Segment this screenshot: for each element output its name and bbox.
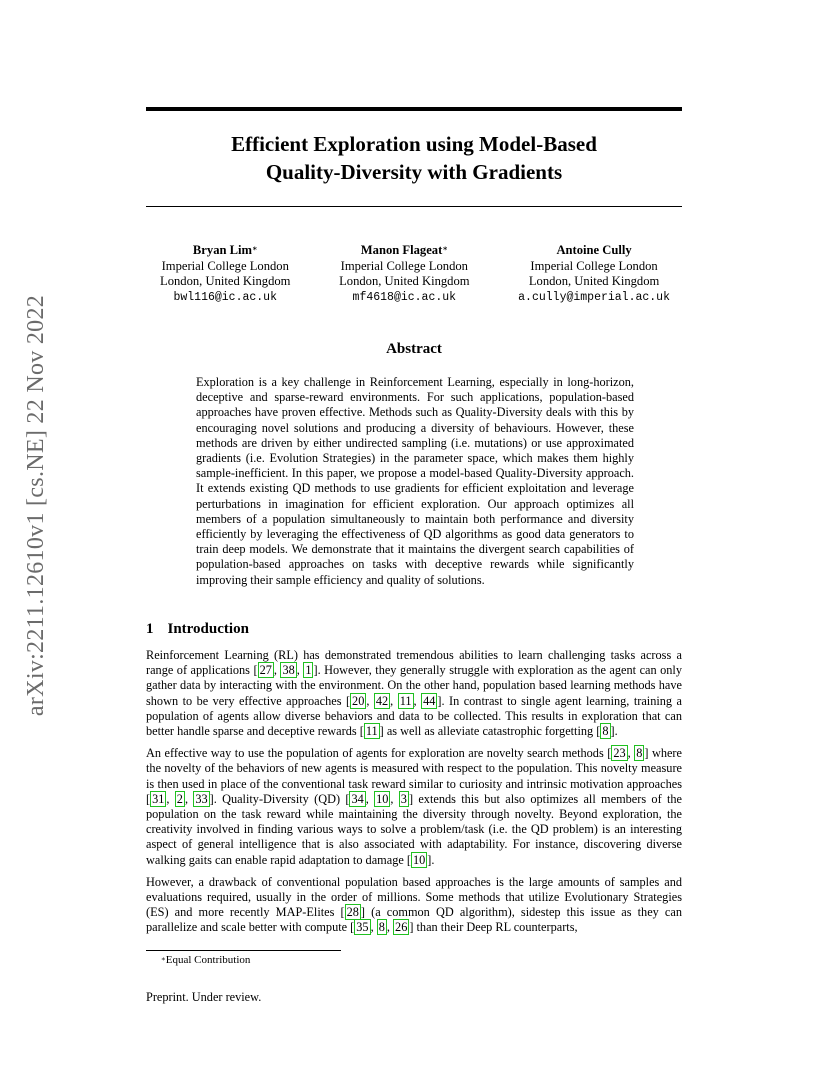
citation-link[interactable]: 8 bbox=[602, 724, 609, 739]
abstract-heading: Abstract bbox=[386, 341, 442, 357]
citation-link[interactable]: 31 bbox=[152, 791, 165, 806]
author-location: London, United Kingdom bbox=[339, 274, 470, 288]
author-email[interactable]: bwl116@ic.ac.uk bbox=[173, 290, 277, 304]
footnote bbox=[161, 953, 250, 967]
author-block bbox=[160, 243, 670, 305]
title-line-2: Quality-Diversity with Gradients bbox=[265, 160, 563, 184]
citation-link[interactable]: 8 bbox=[378, 920, 385, 935]
citation-link[interactable]: 8 bbox=[636, 746, 643, 761]
title-rule-bottom bbox=[146, 206, 682, 207]
footnote-text: Equal Contribution bbox=[165, 954, 251, 966]
citation-link[interactable]: 26 bbox=[395, 920, 408, 935]
citation-link[interactable]: 10 bbox=[376, 791, 389, 806]
author-email[interactable]: mf4618@ic.ac.uk bbox=[352, 290, 457, 304]
arxiv-identifier: arXiv:2211.12610v1 [cs.NE] 22 Nov 2022 bbox=[23, 294, 50, 716]
author-affiliation: Imperial College London bbox=[161, 258, 289, 273]
section-heading-introduction bbox=[146, 621, 249, 638]
author-affiliation: Imperial College London bbox=[530, 258, 658, 273]
citation-link[interactable]: 28 bbox=[346, 905, 359, 920]
footnote-rule bbox=[146, 950, 341, 951]
citation-link[interactable]: 23 bbox=[613, 746, 626, 761]
author-name: Manon Flageat bbox=[360, 243, 443, 257]
equal-contribution-mark: ∗ bbox=[442, 244, 448, 253]
author-location: London, United Kingdom bbox=[528, 274, 660, 288]
footnote-mark: ∗ bbox=[161, 955, 166, 963]
author-name: Bryan Lim bbox=[192, 243, 253, 257]
paragraph: However, a drawback of conventional population based approaches is the large amounts of samples and evaluations required, usually in the order of millions. Some methods that utilize Evolutionary Strategies (ES) and more recently MAP-Elites [ 28 ] (a common QD algorithm), sidestep this issue as they can parallelize and scale better with compute [ 35 , 8 , 26 ] than their Deep RL counterparts, bbox=[146, 874, 682, 935]
paper-title bbox=[146, 130, 682, 186]
title-line-1: Efficient Exploration using Model-Based bbox=[231, 132, 597, 156]
author-affiliation: Imperial College London bbox=[340, 258, 468, 273]
citation-link[interactable]: 35 bbox=[356, 920, 369, 935]
citation-link[interactable]: 27 bbox=[259, 663, 272, 678]
citation-link[interactable]: 44 bbox=[423, 693, 436, 708]
citation-link[interactable]: 2 bbox=[176, 791, 183, 806]
title-rule-top bbox=[146, 107, 682, 111]
citation-link[interactable]: 42 bbox=[375, 693, 389, 708]
arxiv-side-stamp bbox=[20, 270, 54, 740]
paragraph: An effective way to use the population of agents for exploration are novelty search methods [ 23 , 8 ] where the novelty of the behaviors of new agents is measured with respect to the population. This novelty measure is then used in place of the conventional task reward similar to curiosity and intrinsic motivation approaches [ 31 , 2 , 33 ]. Quality-Diversity (QD) [ 34 , 10 , 3 ] extends this but also optimizes all members of the population on the task reward while maintaining the diversity through novelty. Beyond exploration, the creativity involved in finding various ways to solve a problem/task (i.e. the QD problem) is an interesting aspect of general intelligence that is also associated with adaptability. For instance, discovering diverse walking gaits can enable rapid adaptation to damage [ 10 ]. bbox=[146, 746, 682, 867]
citation-link[interactable]: 33 bbox=[195, 791, 208, 806]
paragraph: Reinforcement Learning (RL) has demonstrated tremendous abilities to learn challenging tasks across a range of applications [ 27 , 38 , 1 ]. However, they generally struggle with exploration as the agent can only gather data by interacting with the environment. On the other hand, population based learning methods have shown to be very effective approaches [ 20 , 42 , 11 , 44 ]. In contrast to single agent learning, training a population of agents allow diverse behaviors and data to be collected. This results in exploration that can better handle sparse and deceptive rewards [ 11 ] as well as alleviate catastrophic forgetting [ 8 ]. bbox=[146, 648, 682, 739]
introduction-body bbox=[146, 648, 682, 943]
citation-link[interactable]: 11 bbox=[365, 724, 378, 739]
author-1 bbox=[160, 243, 290, 305]
author-location: London, United Kingdom bbox=[160, 274, 291, 288]
equal-contribution-mark: ∗ bbox=[252, 244, 258, 253]
section-title: Introduction bbox=[167, 621, 249, 637]
section-number: 1 bbox=[146, 621, 154, 637]
author-email[interactable]: a.cully@imperial.ac.uk bbox=[518, 290, 670, 304]
citation-link[interactable]: 1 bbox=[305, 663, 312, 678]
preprint-notice: Preprint. Under review. bbox=[146, 990, 262, 1004]
citation-link[interactable]: 11 bbox=[399, 693, 412, 708]
citation-link[interactable]: 10 bbox=[412, 852, 426, 867]
abstract-text: Exploration is a key challenge in Reinforcement Learning, especially in long-horizon, deceptive and sparse-reward environments. For such applications, population-based approaches have proven effective. Methods such as Quality-Diversity deals with this by encouraging novel solutions and producing a diversity of behaviours. However, these methods are driven by either undirected sampling (i.e. mutations) or use approximated gradients (i.e. Evolution Strategies) in the parameter space, which makes them highly sample-inefficient. In this paper, we propose a model-based Quality-Diversity approach. It extends existing QD methods to use gradients for efficient exploitation and leverage perturbations in imagination for efficient exploration. Our approach optimizes all members of a population simultaneously to maintain both performance and diversity efficiently by leveraging the effectiveness of QD algorithms as good data generators to train deep models. We demonstrate that it maintains the divergent search capabilities of population-based approaches on tasks with deceptive rewards while significantly improving their sample efficiency and quality of solutions. bbox=[196, 375, 634, 587]
author-3 bbox=[518, 243, 670, 305]
citation-link[interactable]: 20 bbox=[352, 693, 365, 708]
citation-link[interactable]: 34 bbox=[351, 791, 364, 806]
citation-link[interactable]: 3 bbox=[400, 791, 407, 806]
citation-link[interactable]: 38 bbox=[282, 663, 295, 678]
author-2 bbox=[339, 243, 469, 305]
author-name: Antoine Cully bbox=[556, 243, 632, 257]
